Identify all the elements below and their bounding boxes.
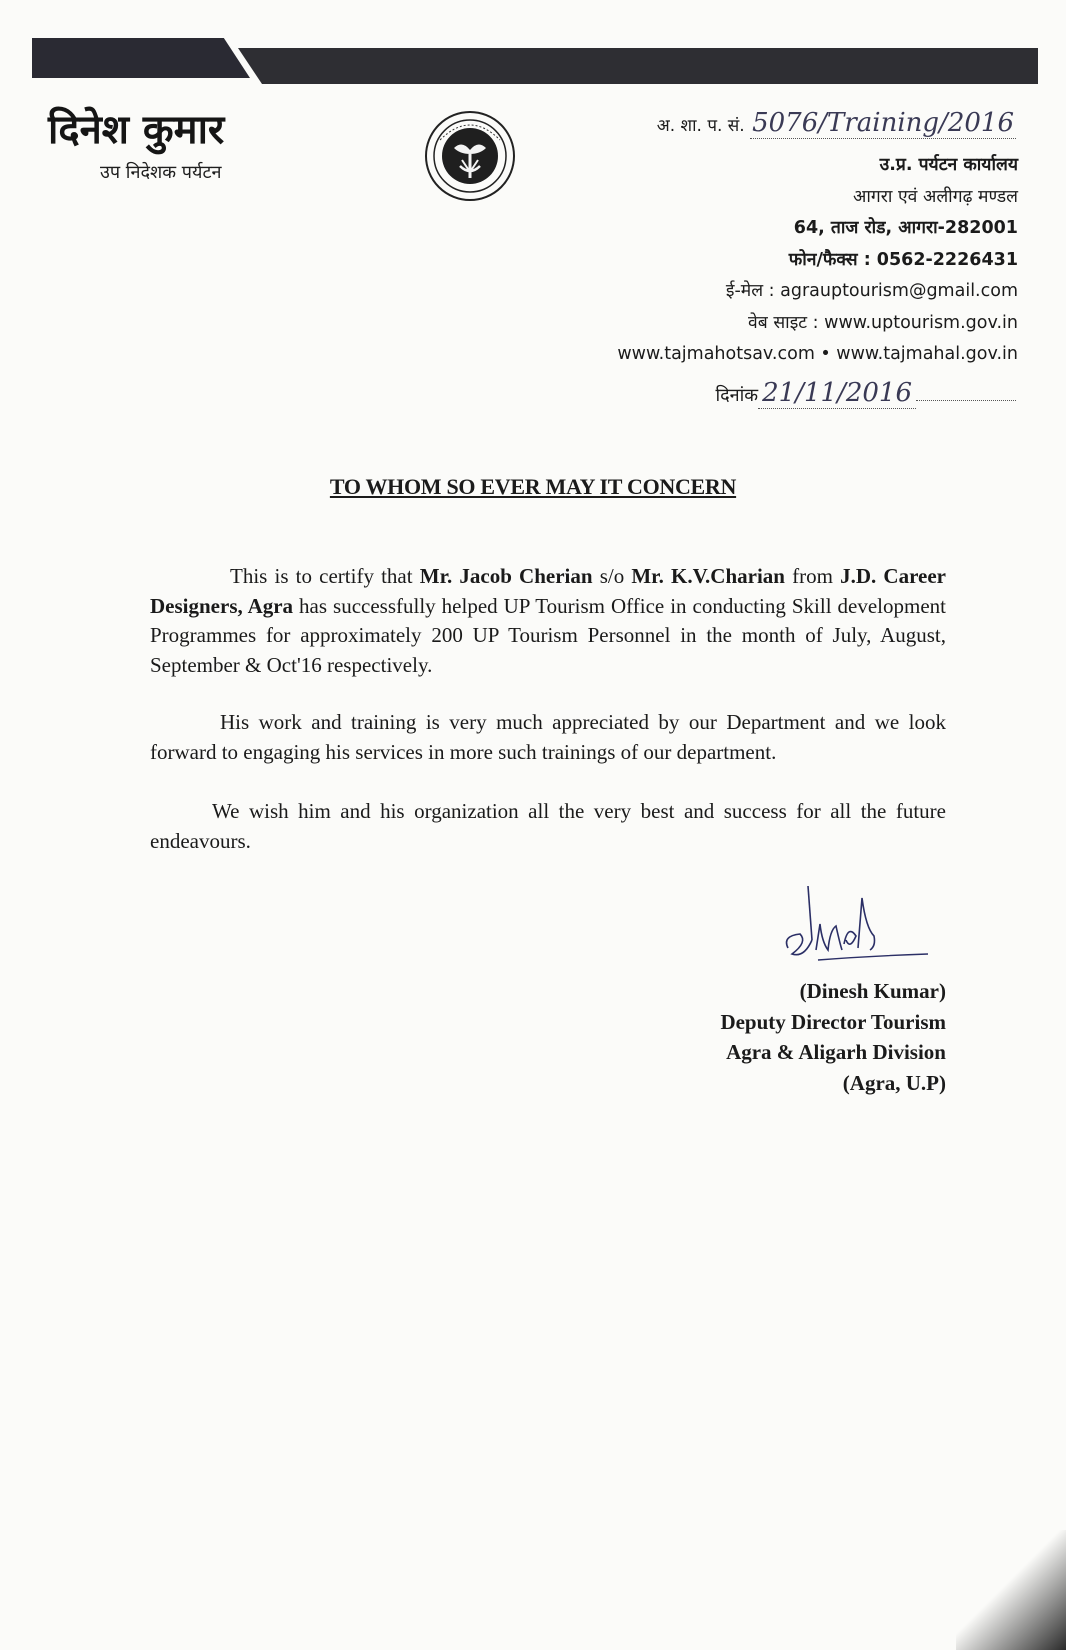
office-websites-extra: www.tajmahotsav.com • www.tajmahal.gov.in <box>617 344 1018 364</box>
office-street-address: 64, ताज रोड, आगरा-282001 <box>793 218 1018 238</box>
office-division: आगरा एवं अलीगढ़ मण्डल <box>852 186 1018 207</box>
signatory-division: Agra & Aligarh Division <box>726 1040 946 1064</box>
signatory-block <box>720 976 946 1098</box>
p1-text-2: s/o <box>592 564 632 588</box>
signatory-title: Deputy Director Tourism <box>720 1009 946 1034</box>
scan-shadow-corner <box>956 1530 1066 1650</box>
trainer-name: Mr. Jacob Cherian <box>419 564 593 588</box>
office-address-block <box>617 150 1018 371</box>
p1-text-1: This is to certify that <box>230 564 420 588</box>
date-value: 21/11/2016 <box>758 378 916 409</box>
date-dotted-line <box>916 400 1016 401</box>
up-government-emblem-icon <box>424 110 516 202</box>
office-phone: फोन/फैक्स : 0562-2226431 <box>788 249 1018 270</box>
letter-heading: TO WHOM SO EVER MAY IT CONCERN <box>329 474 737 499</box>
office-name: उ.प्र. पर्यटन कार्यालय <box>879 155 1018 175</box>
date-label: दिनांक <box>715 385 759 406</box>
sender-role: उप निदेशक पर्यटन <box>100 162 222 183</box>
signatory-location: (Agra, U.P) <box>842 1070 946 1095</box>
trainer-father-name: Mr. K.V.Charian <box>631 564 785 588</box>
sender-name: दिनेश कुमार <box>48 107 225 153</box>
reference-label: अ. शा. प. सं. <box>656 116 745 136</box>
p1-text-3: from <box>784 564 841 588</box>
reference-number: 5076/Training/2016 <box>752 108 1014 138</box>
p1-text-4: has successfully helped UP Tourism Office in conducting Skill development Programmes for approximately 200 UP Tourism Personnel in the month of July, August, September & Oct'16 respectively. <box>150 593 946 677</box>
header-band-left <box>32 38 250 78</box>
organization-name: J.D. Career Designers, Agra <box>150 564 946 618</box>
reference-number-line <box>657 108 1016 138</box>
office-website: वेब साइट : www.uptourism.gov.in <box>748 312 1018 333</box>
handwritten-signature <box>778 884 938 984</box>
date-line <box>715 378 1016 409</box>
paragraph-certification <box>150 562 946 680</box>
paragraph-appreciation: His work and training is very much appreciated by our Department and we look forward to engaging his services in more such trainings of our department. <box>150 710 946 764</box>
header-band-right <box>238 48 1038 84</box>
signatory-name: (Dinesh Kumar) <box>799 979 946 1003</box>
paragraph-wishes: We wish him and his organization all the very best and success for all the future endeavours. <box>150 799 946 853</box>
office-email: ई-मेल : agrauptourism@gmail.com <box>725 281 1018 301</box>
